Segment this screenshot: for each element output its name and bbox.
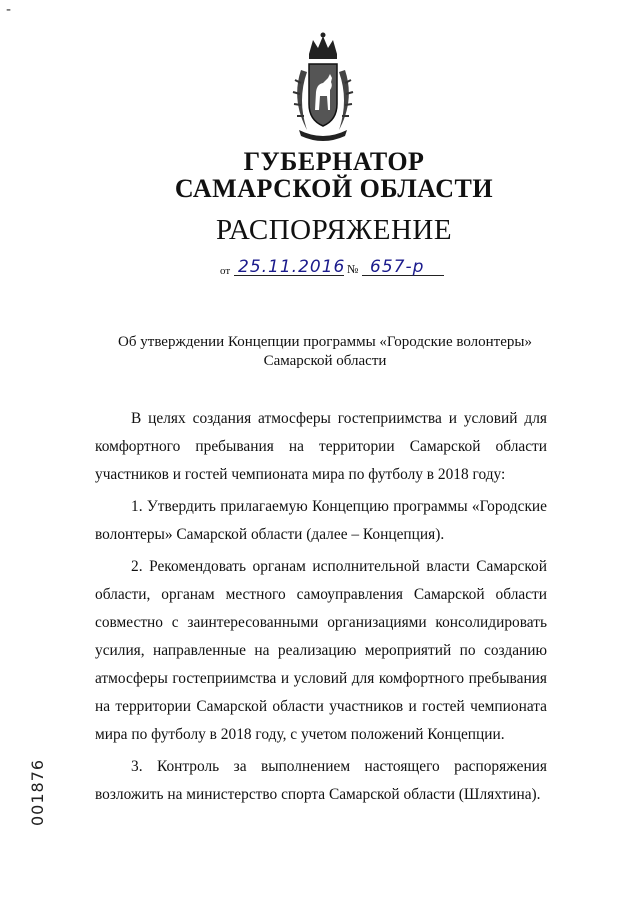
document-type: РАСПОРЯЖЕНИЕ (215, 214, 453, 246)
body-paragraph: 1. Утвердить прилагаемую Концепцию программы «Городские волонтеры» Самарской области (далее – Концепция). (95, 498, 547, 543)
body-paragraph: 3. Контроль за выполнением настоящего распоряжения возложить на министерство спорта Самарской области (Шляхтина). (95, 758, 547, 803)
dateline (220, 255, 450, 281)
number-label: № (347, 262, 359, 276)
body-paragraph: 2. Рекомендовать органам исполнительной власти Самарской области, органам местного самоуправления Самарской области совместно с заинтересованными организациями консолидировать усилия, направленные на реализацию мероприятий по созданию атмосферы гостеприимства и условий для комфортного пребывания на территории Самарской области участников и гостей чемпионата мира по футболу в 2018 году, с учетом положений Концепции. (95, 558, 547, 743)
handwritten-number: 657-р (370, 257, 425, 277)
document-subject (60, 333, 590, 371)
subject-line1: Об утверждении Концепции программы «Городские волонтеры» (118, 334, 532, 350)
authority-title-line2: САМАРСКОЙ ОБЛАСТИ (174, 174, 494, 203)
body-paragraph: В целях создания атмосферы гостеприимства и условий для комфортного пребывания на территории Самарской области участников и гостей чемпионата мира по футболу в 2018 году: (95, 410, 547, 483)
authority-title-line1: ГУБЕРНАТОР (243, 147, 425, 176)
corner-mark: - (6, 2, 12, 18)
samara-coat-of-arms-icon (285, 30, 361, 148)
margin-stamp-number: 001876 (28, 758, 47, 826)
document-body (95, 405, 547, 813)
date-label: от (220, 265, 231, 277)
subject-line2: Самарской области (263, 353, 387, 369)
handwritten-date: 25.11.2016 (238, 257, 346, 277)
